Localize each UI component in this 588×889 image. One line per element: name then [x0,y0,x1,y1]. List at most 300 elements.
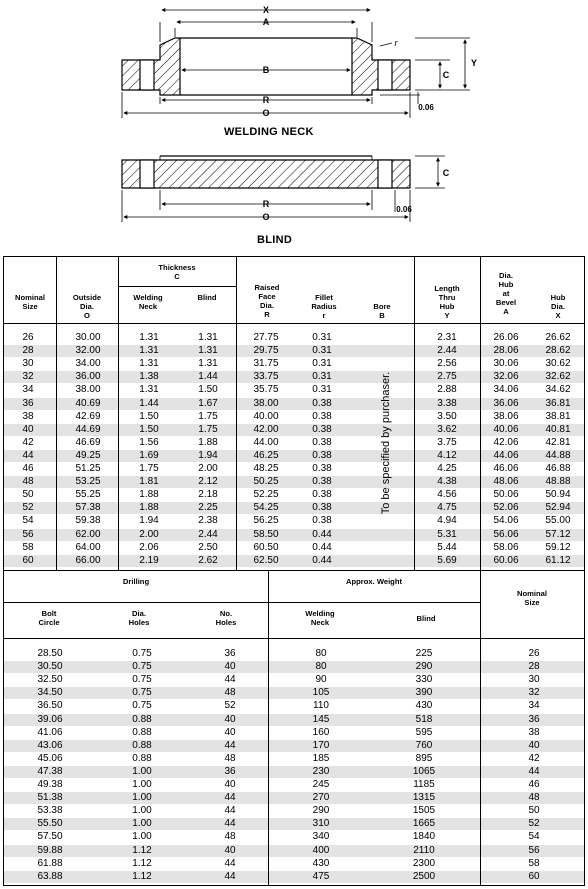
table-cell: 40.69 [75,397,101,409]
table-cell: 56.06 [493,528,519,540]
table-cell: 44 [22,449,34,461]
table-cell: 58.50 [253,528,279,540]
table-cell: 48.88 [545,476,571,488]
table-cell: 53.25 [75,476,101,488]
table-cell: 1.31 [139,332,159,343]
table-cell: 30.50 [37,661,63,673]
table-cell: 0.44 [312,541,332,553]
table-cell: 28.50 [37,648,63,659]
table-cell: 48 [528,792,540,804]
table-cell: 51.38 [37,792,63,804]
header-no-holes: No. Holes [215,609,237,627]
table-cell: 1840 [412,831,436,843]
table-cell: 160 [312,726,330,738]
table-cell: 3.75 [437,436,457,448]
table-cell: 32 [22,371,34,383]
table-cell: 0.75 [132,700,152,712]
table-cell: 52.94 [545,502,571,514]
table-cell: 42.81 [545,436,571,448]
table-cell: 30.06 [493,358,519,370]
table-cell: 1065 [412,765,436,777]
table-cell: 1.88 [139,489,159,501]
table-cell: 44 [224,739,236,751]
table-cell: 40 [224,726,236,738]
table-cell: 44.69 [75,423,101,435]
table-cell: 40 [224,661,236,673]
table-cell: 2.44 [198,528,218,540]
table-cell: 2.31 [437,332,457,343]
table-cell: 50.06 [493,489,519,501]
table-cell: 4.12 [437,449,457,461]
table-cell: 5.69 [437,554,457,566]
table-cell: 0.75 [132,674,152,686]
table-cell: 56.25 [253,515,279,527]
table-cell: 36 [224,648,236,659]
table-cell: 270 [312,792,330,804]
header-nominal-size-2: Nominal Size [517,589,547,607]
table-cell: 1.12 [132,857,152,869]
table1-row [4,384,584,396]
blind-dim-r-label: R [262,199,270,209]
table-cell: 52 [22,502,34,514]
table-cell: 0.44 [312,528,332,540]
table-cell: 0.38 [312,436,332,448]
table-cell: 36 [22,397,34,409]
table-cell: 1665 [412,818,436,830]
table-cell: 27.75 [253,332,279,343]
header-thickness: Thickness C [158,263,196,281]
table-cell: 52 [224,700,236,712]
header-bolt-circle: Bolt Circle [38,609,60,627]
table-cell: 53.38 [37,805,63,817]
blind-dim-c-label: C [442,168,450,178]
table2-row [4,700,584,712]
dim-y-label: Y [470,58,478,68]
table-cell: 1.31 [139,345,159,357]
table-cell: 400 [312,844,330,856]
table2-row [4,766,584,778]
table-cell: 44.06 [493,449,519,461]
table-cell: 1.67 [198,397,218,409]
table-cell: 59.38 [75,515,101,527]
table-cell: 1.12 [132,844,152,856]
table-cell: 44 [224,805,236,817]
table-cell: 40 [528,739,540,751]
table1-row [4,529,584,541]
table1-row [4,424,584,436]
table-cell: 59.12 [545,541,571,553]
welding-neck-drawing [122,10,470,118]
table-cell: 33.75 [253,371,279,383]
header-dia-holes: Dia. Holes [128,609,150,627]
table1-row [4,371,584,383]
table-cell: 56 [528,844,540,856]
table-cell: 0.31 [312,332,332,343]
table-cell: 170 [312,739,330,751]
table-cell: 55.25 [75,489,101,501]
table-cell: 1.50 [139,410,159,422]
table-cell: 34.00 [75,358,101,370]
table-cell: 0.38 [312,489,332,501]
table-cell: 185 [312,752,330,764]
table-cell: 1.31 [139,358,159,370]
table-cell: 34.06 [493,384,519,396]
table-cell: 58.06 [493,541,519,553]
table-cell: 1.38 [139,371,159,383]
table-cell: 3.38 [437,397,457,409]
table-cell: 2.50 [198,541,218,553]
table-cell: 1505 [412,805,436,817]
table1-row [4,411,584,423]
table-cell: 3.62 [437,423,457,435]
table-cell: 145 [312,713,330,725]
table-cell: 245 [312,779,330,790]
table-cell: 5.31 [437,528,457,540]
table-cell: 0.38 [312,476,332,488]
table-cell: 2.44 [437,345,457,357]
table-cell: 54 [22,515,34,527]
table1-row [4,489,584,501]
table-cell: 64.00 [75,541,101,553]
table2-row [4,727,584,739]
table-cell: 38 [22,410,34,422]
table-cell: 2300 [412,857,436,869]
table-cell: 38.06 [493,410,519,422]
dim-fillet-label: r [394,38,398,48]
table-cell: 4.25 [437,463,457,474]
table-cell: 50 [22,489,34,501]
table-cell: 0.75 [132,687,152,699]
table2-row [4,858,584,870]
table-cell: 2.06 [139,541,159,553]
table2-row [4,648,584,660]
table2-row [4,661,584,673]
table-cell: 54.25 [253,502,279,514]
table2-row [4,792,584,804]
table-cell: 48 [22,476,34,488]
table-cell: 56 [22,528,34,540]
table-cell: 50.25 [253,476,279,488]
table-cell: 1.00 [132,805,152,817]
dim-r-label: R [262,95,270,105]
table-cell: 0.38 [312,515,332,527]
table-cell: 1.50 [198,384,218,396]
table-cell: 430 [312,857,330,869]
table2-row [4,845,584,857]
table-cell: 0.38 [312,410,332,422]
table-cell: 3.50 [437,410,457,422]
header-fillet-radius: Fillet Radius r [311,293,337,320]
table-cell: 46.69 [75,436,101,448]
table-cell: 52 [528,818,540,830]
table-cell: 54.06 [493,515,519,527]
table-cell: 105 [312,687,330,699]
table2-row [4,805,584,817]
dim-a-label: A [262,17,270,27]
table-cell: 52.06 [493,502,519,514]
table-cell: 0.38 [312,449,332,461]
table2-row [4,740,584,752]
blind-title: BLIND [257,234,293,246]
table-cell: 44 [224,870,236,882]
table-cell: 44.00 [253,436,279,448]
table1-row [4,358,584,370]
dim-c-label: C [442,70,450,80]
table-cell: 1.50 [139,423,159,435]
table-cell: 49.38 [37,779,63,790]
welding-neck-title: WELDING NECK [224,126,314,138]
table-cell: 28.06 [493,345,519,357]
table-cell: 28.62 [545,345,571,357]
table-cell: 760 [415,739,433,751]
table-cell: 58 [528,857,540,869]
table-cell: 34 [528,700,540,712]
table-cell: 48 [224,752,236,764]
table-cell: 5.44 [437,541,457,553]
bore-note: To be specified by purchaser. [380,371,392,515]
table1-row [4,345,584,357]
table-cell: 44 [224,857,236,869]
blind-offset-label: 0.06 [396,205,412,214]
table-cell: 30.62 [545,358,571,370]
table-cell: 518 [415,713,433,725]
table-cell: 42.69 [75,410,101,422]
table-cell: 895 [415,752,433,764]
table-cell: 62.50 [253,554,279,566]
table-cell: 58 [22,541,34,553]
table2-row [4,779,584,791]
table-cell: 38 [528,726,540,738]
table1-row [4,502,584,514]
table-cell: 1.88 [198,436,218,448]
table-cell: 390 [415,687,433,699]
table-cell: 47.38 [37,765,63,777]
table-cell: 51.25 [75,463,101,474]
header-length-thru-hub: Length Thru Hub Y [434,284,460,320]
table-cell: 475 [312,870,330,882]
table-cell: 26.06 [493,332,519,343]
table2-row [4,818,584,830]
table-cell: 26 [528,648,540,659]
header-raised-face: Raised Face Dia. R [254,283,280,319]
table-cell: 40 [224,844,236,856]
table-cell: 290 [415,661,433,673]
table-cell: 46 [528,779,540,790]
table-cell: 1.56 [139,436,159,448]
table-cell: 44 [528,765,540,777]
table-cell: 1.88 [139,502,159,514]
table-cell: 0.38 [312,423,332,435]
table-cell: 40 [224,713,236,725]
header-weight-welding-neck: Welding Neck [305,609,335,627]
table1-row [4,332,584,344]
table-cell: 60.50 [253,541,279,553]
table-cell: 60 [22,554,34,566]
header-weight-blind: Blind [416,614,436,623]
table-cell: 1.00 [132,792,152,804]
table1-row [4,450,584,462]
table-cell: 230 [312,765,330,777]
table-cell: 46.06 [493,463,519,474]
table-cell: 32.06 [493,371,519,383]
table-cell: 0.88 [132,713,152,725]
table-cell: 40 [224,779,236,790]
dimensions-table [3,256,585,571]
table-cell: 80 [315,661,327,673]
table-cell: 34.62 [545,384,571,396]
blind-dim-o-label: O [262,212,270,222]
table-cell: 0.88 [132,752,152,764]
table-cell: 28 [528,661,540,673]
table-cell: 50.94 [545,489,571,501]
table-cell: 1185 [413,779,435,790]
header-nominal-size: Nominal Size [15,293,45,311]
table-cell: 32.00 [75,345,101,357]
dim-b-label: B [262,65,270,75]
table-cell: 1.00 [132,818,152,830]
table-cell: 0.31 [312,345,332,357]
table-cell: 48.06 [493,476,519,488]
table-cell: 52.25 [253,489,279,501]
table-cell: 40.81 [545,423,571,435]
table-cell: 225 [415,648,433,659]
dim-x-label: X [262,5,270,15]
table-cell: 26 [22,332,34,343]
table-cell: 36.81 [545,397,571,409]
table-cell: 60 [528,870,540,882]
table-cell: 30.00 [75,332,101,343]
table-cell: 61.88 [37,857,63,869]
table2-row [4,871,584,883]
table-cell: 40.06 [493,423,519,435]
table-cell: 0.88 [132,739,152,751]
table-cell: 57.50 [37,831,63,843]
table1-row [4,398,584,410]
table-cell: 44 [224,792,236,804]
table-cell: 1.00 [132,779,152,790]
table-cell: 0.75 [132,648,152,659]
table-cell: 2.25 [198,502,218,514]
table-cell: 40.00 [253,410,279,422]
table-cell: 48.25 [253,463,279,474]
table-cell: 36.00 [75,371,101,383]
table-cell: 0.38 [312,502,332,514]
table-cell: 63.88 [37,870,63,882]
table-cell: 430 [415,700,433,712]
table-cell: 2.18 [198,489,218,501]
drilling-weight-table-body [4,648,584,886]
table-cell: 59.88 [37,844,63,856]
table-cell: 38.00 [253,397,279,409]
table-cell: 1.75 [139,463,159,474]
table-cell: 38.81 [545,410,571,422]
table-cell: 46.88 [545,463,571,474]
table-cell: 1.75 [198,423,218,435]
table-cell: 31.75 [253,358,279,370]
header-thickness-welding-neck: Welding Neck [133,293,163,311]
table-cell: 1.81 [139,476,159,488]
table-cell: 2.75 [437,371,457,383]
table-cell: 26.62 [545,332,571,343]
table-cell: 340 [312,831,330,843]
table-cell: 48 [224,687,236,699]
table-cell: 50 [528,805,540,817]
table-cell: 2.56 [437,358,457,370]
table-cell: 1315 [412,792,436,804]
table-cell: 32.50 [37,674,63,686]
table-cell: 39.06 [37,713,63,725]
table-cell: 1.69 [139,449,159,461]
table-cell: 48 [224,831,236,843]
table-cell: 41.06 [37,726,63,738]
table-cell: 36.50 [37,700,63,712]
table-cell: 42 [22,436,34,448]
table1-row [4,555,584,567]
table-cell: 2500 [412,870,436,882]
table-cell: 36.06 [493,397,519,409]
table-cell: 1.00 [132,765,152,777]
table-cell: 61.12 [545,554,571,566]
table1-row [4,463,584,475]
drilling-weight-table [3,570,585,886]
table-cell: 0.38 [312,463,332,474]
table-cell: 2.19 [139,554,159,566]
table-cell: 1.31 [198,358,218,370]
header-bore: Bore B [373,302,391,320]
table-cell: 44 [224,674,236,686]
dimensions-table-body [4,332,584,570]
table-cell: 290 [312,805,330,817]
flange-drawings [0,0,588,250]
table-cell: 49.25 [75,449,101,461]
table-cell: 4.75 [437,502,457,514]
table-cell: 57.12 [545,528,571,540]
table-cell: 330 [415,674,433,686]
table-cell: 0.75 [132,661,152,673]
table2-row [4,753,584,765]
dim-o-label: O [262,108,270,118]
table1-row [4,542,584,554]
table-cell: 45.06 [37,752,63,764]
table-cell: 28 [22,345,34,357]
table-cell: 2.38 [198,515,218,527]
table-cell: 32.62 [545,371,571,383]
table-cell: 38.00 [75,384,101,396]
table2-row [4,831,584,843]
table-cell: 4.56 [437,489,457,501]
table-cell: 42.06 [493,436,519,448]
table-cell: 54 [528,831,540,843]
header-outside-dia: Outside Dia. O [72,293,102,320]
table-cell: 30 [528,674,540,686]
table-cell: 46 [22,463,34,474]
table-cell: 44 [224,818,236,830]
table-cell: 1.75 [198,410,218,422]
table-cell: 1.00 [132,831,152,843]
table-cell: 0.38 [312,397,332,409]
table-cell: 2.12 [198,476,218,488]
table-cell: 55.00 [545,515,571,527]
table-cell: 595 [415,726,433,738]
table-cell: 2.88 [437,384,457,396]
table-cell: 42.00 [253,423,279,435]
table-cell: 35.75 [253,384,279,396]
table-cell: 1.94 [198,449,218,461]
table-cell: 4.38 [437,476,457,488]
table-cell: 36 [224,765,236,777]
table-cell: 55.50 [37,818,63,830]
table-cell: 40 [22,423,34,435]
